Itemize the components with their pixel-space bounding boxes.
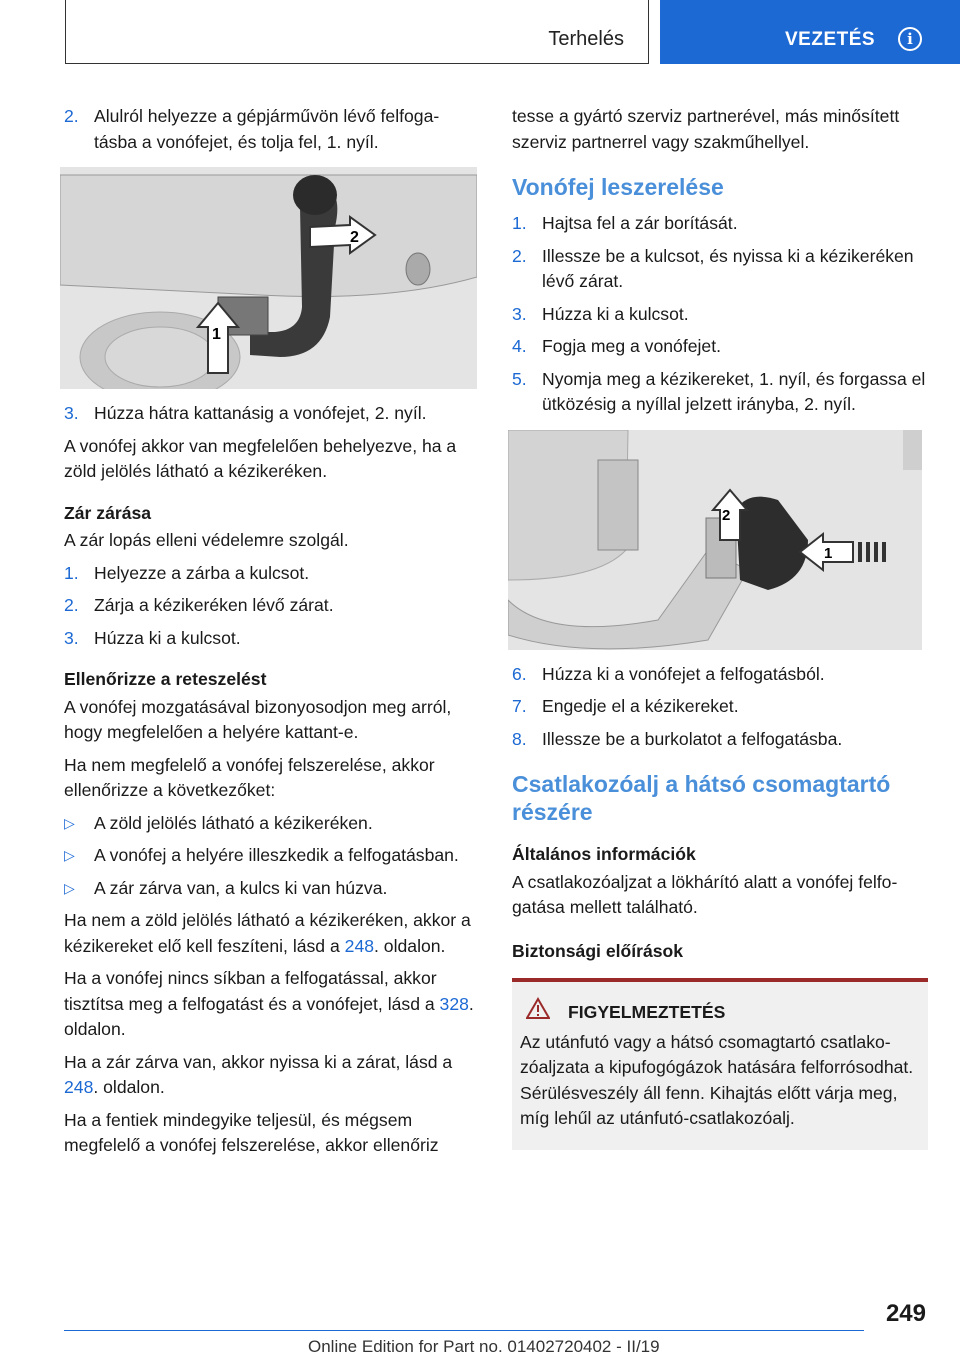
warning-text: Az utánfutó vagy a hátsó csomagtartó csatlakozóaljzata a kipufogógázok hatására felforrósodhat. Sérülésveszély áll fenn. Kihajtás előtt várja meg, míg lehűl az utánfutó-csatlakozóalj.	[520, 1031, 914, 1128]
svg-text:1: 1	[212, 326, 221, 343]
warning-title: FIGYELMEZTETÉS	[568, 1000, 920, 1026]
page-number: 249	[885, 1300, 926, 1327]
info-icon[interactable]: i	[898, 27, 922, 51]
page-link[interactable]: 248	[344, 935, 375, 956]
warning-triangle-icon	[526, 997, 550, 1019]
remove-step-8: 8. Illessze be a burkolatot a felfogatásba.	[512, 728, 843, 749]
remove-step-4: 4. Fogja meg a vonófejet.	[512, 336, 721, 356]
triangle-bullet-icon: ▷	[64, 814, 75, 831]
section-title: Terhelés	[548, 28, 624, 50]
warning-box	[512, 978, 928, 1150]
remove-step-5: 5. Nyomja meg a kézikereket, 1. nyíl, és forgassa el ütközésig a nyíllal jelzett irányba, 2. nyíl.	[512, 368, 926, 414]
figure-tow-insert	[60, 167, 477, 389]
svg-text:2: 2	[350, 229, 359, 246]
remove-step-3: 3. Húzza ki a kulcsot.	[512, 303, 689, 324]
heading-remove: Vonófej leszerelése	[512, 174, 724, 200]
paragraph: Ha a fentiek mindegyike teljesül, és mégsem megfelelő a vonófej felszerelése, akkor ellenőriz	[64, 1109, 439, 1155]
paragraph: A vonófej mozgatásával bizonyosodjon meg arról, hogy megfelelően a helyére kattant-e.	[64, 696, 452, 742]
tab-label: VEZETÉS	[785, 29, 876, 50]
triangle-bullet-icon: ▷	[64, 847, 75, 863]
heading-socket: Csatlakozóalj a hátsó csomagtartó részére	[512, 771, 891, 825]
tow-hook-insert-illustration	[60, 167, 477, 389]
triangle-bullet-icon: ▷	[64, 879, 75, 896]
remove-step-1: 1. Hajtsa fel a zár borítását.	[512, 213, 738, 233]
remove-step-2: 2. Illessze be a kulcsot, és nyissa ki a kézikeréken lévő zárat.	[512, 245, 914, 291]
bullet-item: ▷ A zár zárva van, a kulcs ki van húzva.	[64, 876, 476, 902]
paragraph: Ha nem megfelelő a vonófej felszerelése, akkor ellenőrizze a következőket:	[64, 754, 435, 800]
footer-divider	[64, 1330, 864, 1331]
remove-step-6: 6. Húzza ki a vonófejet a felfogatásból.	[512, 663, 825, 684]
paragraph: A zár lopás elleni védelemre szolgál.	[64, 530, 349, 550]
bullet-item: ▷ A zöld jelölés látható a kézikeréken.	[64, 811, 476, 837]
svg-text:2: 2	[722, 506, 731, 524]
header-box	[65, 0, 649, 64]
tow-hook-remove-illustration	[508, 430, 922, 650]
remove-step-7: 7. Engedje el a kézikereket.	[512, 696, 739, 716]
step-3: 3. Húzza hátra kattanásig a vonófejet, 2. nyíl.	[64, 403, 427, 423]
page-link[interactable]: 248	[64, 1077, 94, 1097]
paragraph: A vonófej akkor van megfelelően behelyezve, ha a zöld jelölés látható a kézikeréken.	[64, 435, 457, 481]
left-column	[64, 104, 476, 1166]
paragraph: tesse a gyártó szerviz partnerével, más minősített szerviz partnerrel vagy szakműhellyel.	[512, 106, 900, 152]
tab-vezetes[interactable]	[660, 0, 960, 64]
svg-text:1: 1	[824, 544, 833, 562]
figure-tow-remove	[508, 430, 922, 650]
paragraph: Ha nem a zöld jelölés látható a kézikeréken, akkor a kézikereket elő kell feszíteni, lásd a 248. oldalon.	[64, 910, 471, 956]
paragraph: A csatlakozóaljzat a lökhárító alatt a vonófej felfogatása mellett található.	[512, 871, 898, 917]
step-2: 2. Alulról helyezze a gépjárművön lévő felfogatásba a vonófejet, és tolja fel, 1. nyíl.	[64, 106, 440, 152]
heading-safety: Biztonsági előírások	[512, 940, 684, 961]
paragraph: Ha a zár zárva van, akkor nyissa ki a zárat, lásd a 248. oldalon.	[64, 1051, 453, 1097]
edition-text: Online Edition for Part no. 01402720402 - II/19	[308, 1337, 660, 1356]
heading-lock: Zár zárása	[64, 502, 152, 523]
right-column	[512, 104, 928, 1150]
lock-step-3: 3. Húzza ki a kulcsot.	[64, 627, 241, 648]
lock-step-2: 2. Zárja a kézikeréken lévő zárat.	[64, 595, 334, 615]
lock-step-1: 1. Helyezze a zárba a kulcsot.	[64, 562, 310, 583]
heading-check: Ellenőrizze a reteszelést	[64, 669, 267, 689]
page-link[interactable]: 328	[439, 993, 469, 1014]
heading-general: Általános információk	[512, 844, 696, 864]
paragraph: Ha a vonófej nincs síkban a felfogatással, akkor tisztítsa meg a felfogatást és a vonófejet, lásd a 328. oldalon.	[64, 968, 474, 1039]
bullet-item: ▷ A vonófej a helyére illeszkedik a felfogatásban.	[64, 843, 476, 869]
